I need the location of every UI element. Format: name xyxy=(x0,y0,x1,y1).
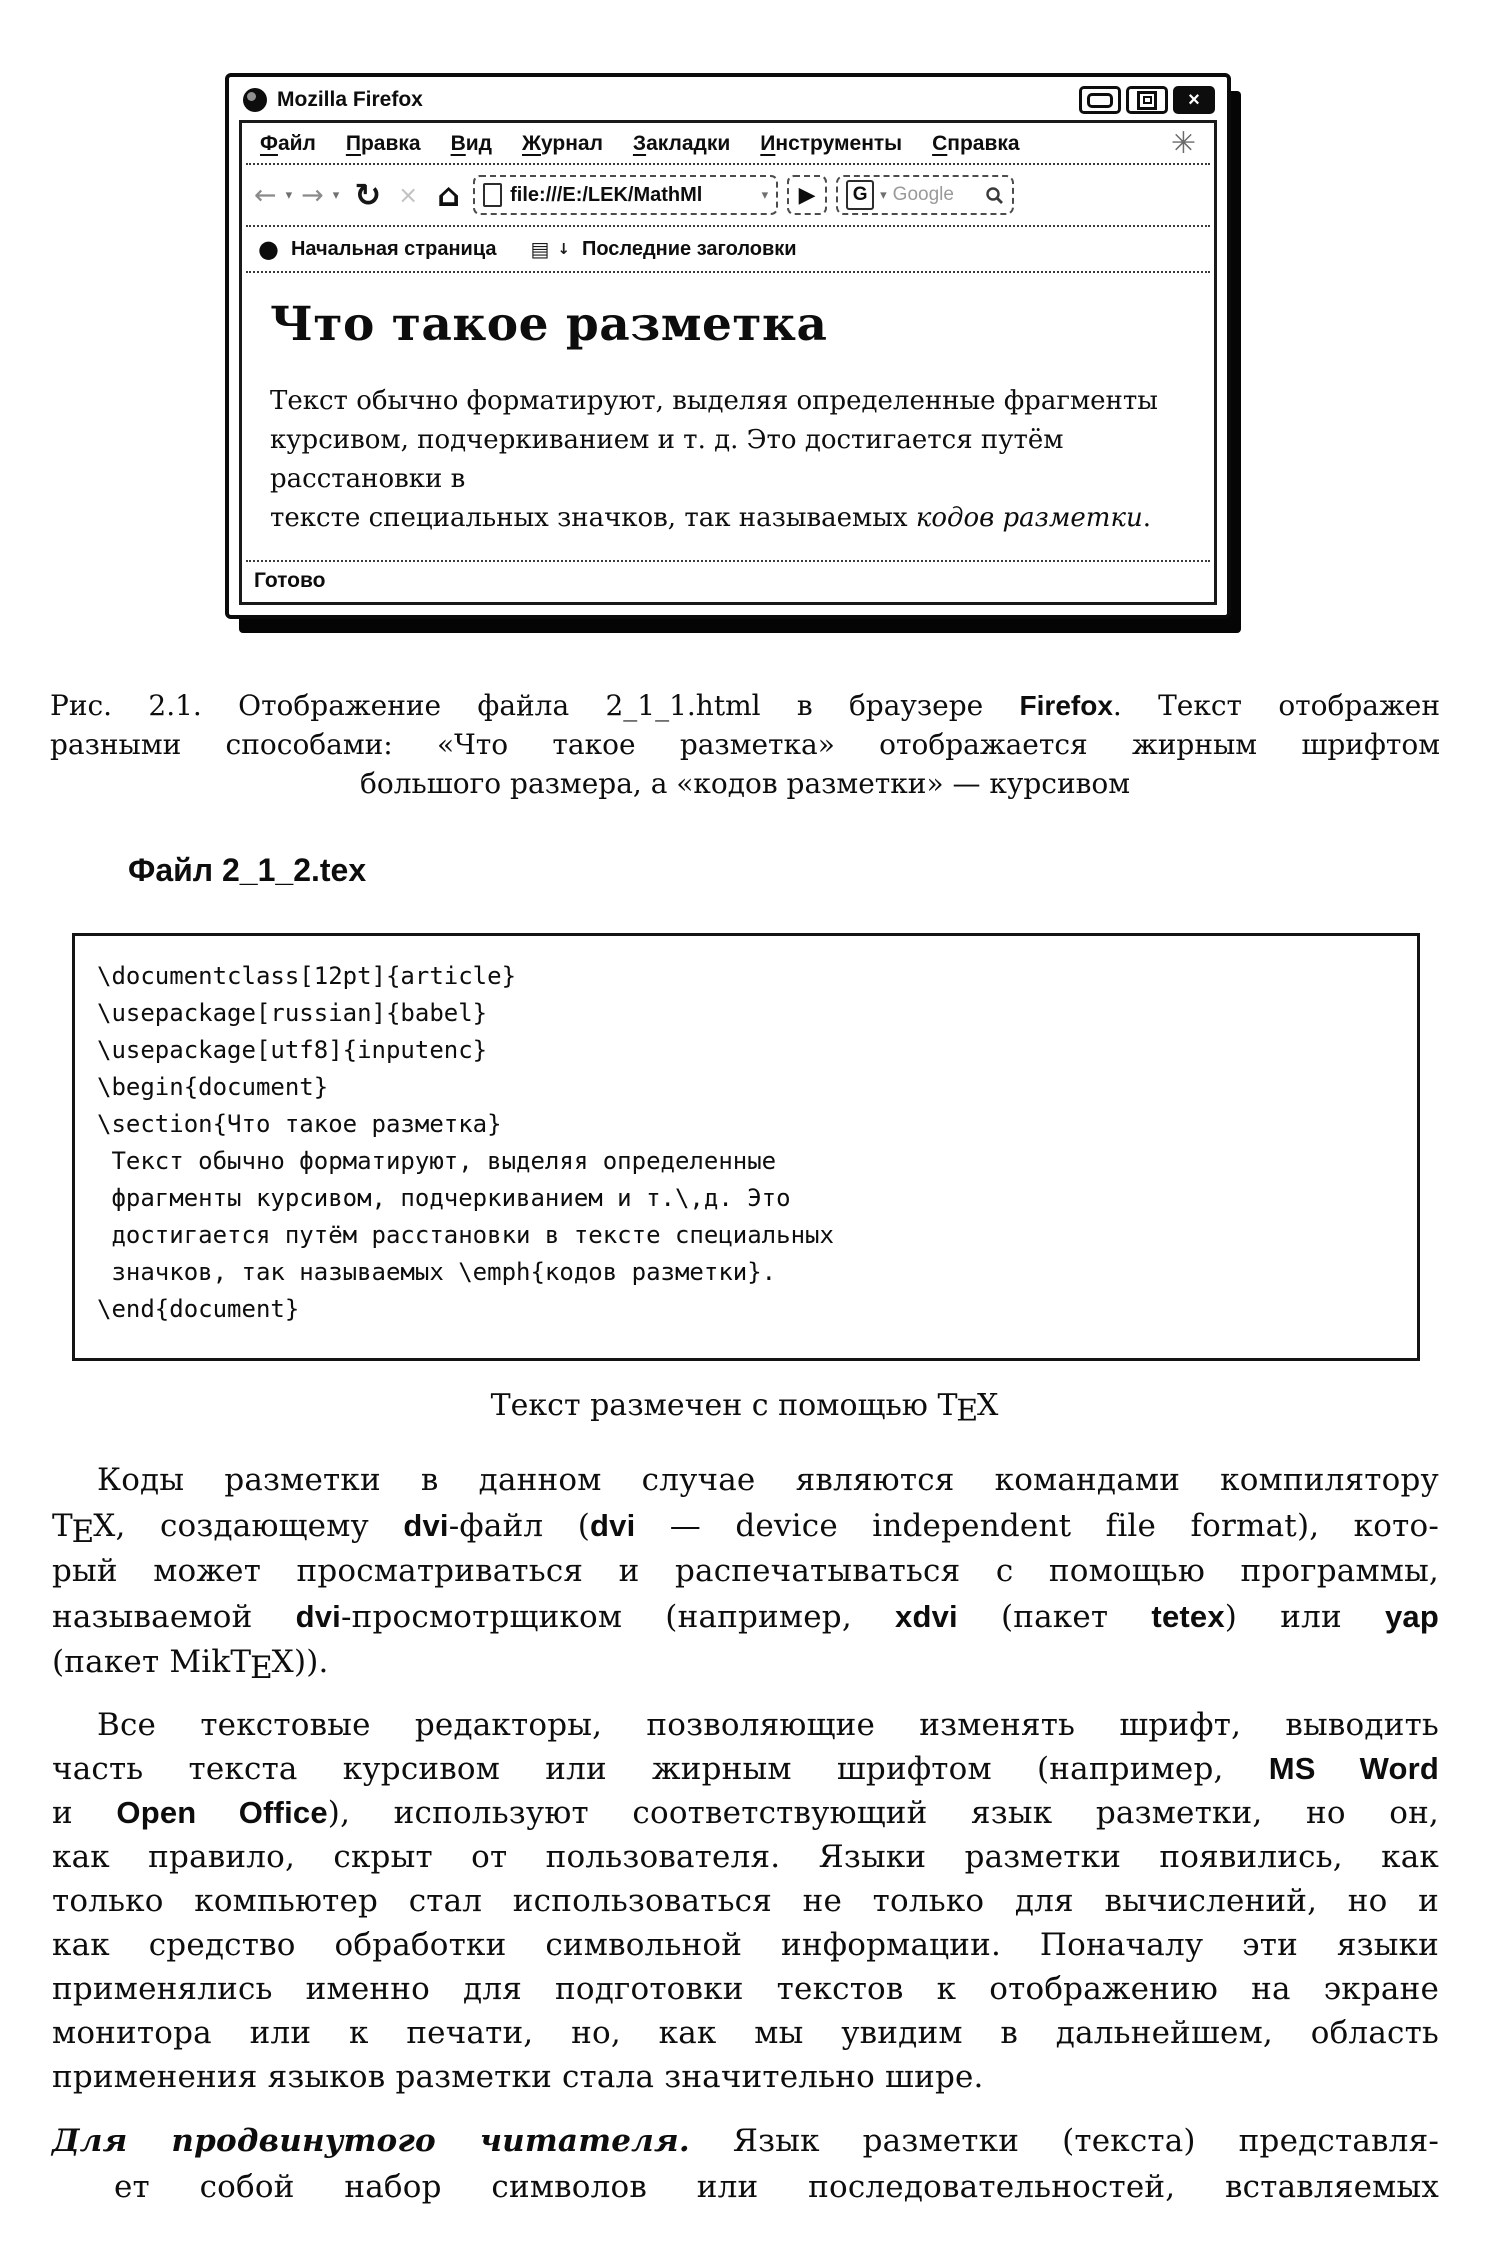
status-bar: Готово xyxy=(254,569,326,592)
menu-bookmarks[interactable]: Закладки xyxy=(632,132,731,155)
code-line: \documentclass[12pt]{article} xyxy=(97,962,517,990)
forward-dropdown-icon[interactable]: ▾ xyxy=(332,187,340,203)
page-text-line: курсивом, подчеркиванием и т. д. Это достигается путём расстановки в xyxy=(270,425,1064,494)
search-bar[interactable] xyxy=(836,175,1014,215)
menu-edit[interactable]: Правка xyxy=(345,132,421,155)
magnifier-icon xyxy=(985,186,1004,205)
code-line: \usepackage[utf8]{inputenc} xyxy=(97,1036,488,1064)
code-line: \begin{document} xyxy=(97,1073,329,1101)
code-line: фрагменты курсивом, подчеркиванием и т.\,д. Это xyxy=(97,1184,791,1212)
text-line: ет собой набор символов или последовательностей, вставляемых xyxy=(114,2169,1439,2205)
text-line: часть текста курсивом или жирным шрифтом (например, MS Word xyxy=(52,1751,1440,1787)
url-bar[interactable] xyxy=(473,175,778,215)
paragraph xyxy=(52,1458,1439,1685)
code-listing xyxy=(72,933,1420,1361)
google-engine-icon[interactable]: G xyxy=(846,180,874,210)
home-bookmark-icon: ● xyxy=(258,235,279,263)
file-heading: Файл 2_1_2.tex xyxy=(128,852,367,888)
window-title: Mozilla Firefox xyxy=(277,88,423,111)
menu-view[interactable]: Вид xyxy=(450,132,492,155)
minimize-button[interactable] xyxy=(1079,86,1121,114)
firefox-window xyxy=(225,73,1231,619)
navigation-toolbar xyxy=(242,165,1214,225)
text-line: как правило, скрыт от пользователя. Языки разметки появились, как xyxy=(52,1839,1439,1875)
menu-bar: Файл Правка Вид Журнал Закладки Инструменты Справка ✳ xyxy=(260,126,1196,161)
stop-button[interactable]: × xyxy=(398,181,419,209)
tex-logo: TEX xyxy=(937,1388,999,1429)
page-icon xyxy=(483,183,502,207)
maximize-icon xyxy=(1137,91,1157,110)
rss-arrow-icon: ↓ xyxy=(557,240,570,258)
search-input[interactable]: Google xyxy=(892,184,954,205)
bookmark-home-page[interactable]: Начальная страница xyxy=(290,237,497,260)
browser-client-area xyxy=(239,120,1217,605)
caption-line: большого размера, а «кодов разметки» — курсивом xyxy=(359,767,1131,800)
firefox-app-icon xyxy=(243,88,267,112)
back-dropdown-icon[interactable]: ▾ xyxy=(285,187,293,203)
page-text-line: Текст обычно форматируют, выделяя определенные фрагменты xyxy=(270,386,1158,416)
go-button[interactable]: ▶ xyxy=(787,175,827,215)
engine-dropdown-icon[interactable]: ▾ xyxy=(880,187,887,203)
menu-file[interactable]: Файл xyxy=(260,132,316,155)
text-line: Для продвинутого читателя. Язык разметки (текста) представля- xyxy=(52,2123,1439,2159)
text-line: применялись именно для подготовки текстов к отображению на экране xyxy=(52,1971,1439,2007)
text-line: и Open Office), используют соответствующий язык разметки, но он, xyxy=(52,1795,1439,1831)
forward-button[interactable]: → xyxy=(301,179,324,211)
url-text[interactable]: file:///E:/LEK/MathMl xyxy=(510,183,703,206)
page-title: Что такое разметка xyxy=(270,297,828,352)
text-line: применения языков разметки стала значительно шире. xyxy=(52,2059,984,2095)
menu-help[interactable]: Справка xyxy=(932,132,1020,155)
title-bar xyxy=(229,77,1227,120)
caption-line: разными способами: «Что такое разметка» отображается жирным шрифтом xyxy=(50,728,1440,761)
paragraph xyxy=(52,1703,1439,2099)
text-line: рый может просматриваться и распечатываться с помощью программы, xyxy=(52,1553,1439,1589)
bookmarks-toolbar xyxy=(242,227,1214,271)
text-line: как средство обработки символьной информации. Поначалу эти языки xyxy=(52,1927,1439,1963)
text-line: (пакет MikTEX)). xyxy=(52,1644,329,1686)
advanced-reader-lead: Для продвинутого читателя. xyxy=(52,2123,690,2159)
bookmark-latest-headlines[interactable]: Последние заголовки xyxy=(581,237,797,260)
text-line: Все текстовые редакторы, позволяющие изменять шрифт, выводить xyxy=(97,1707,1439,1743)
rss-icon: ▤ xyxy=(530,237,550,261)
caption-line: Рис. 2.1. Отображение файла 2_1_1.html в браузере Firefox. Текст отображен xyxy=(50,689,1440,722)
markup-codes-italic: кодов разметки xyxy=(915,503,1143,533)
window-controls xyxy=(1079,86,1215,114)
back-button[interactable]: ← xyxy=(254,179,277,211)
maximize-button[interactable] xyxy=(1126,86,1168,114)
paragraph xyxy=(52,2118,1439,2210)
figure-caption xyxy=(50,686,1440,803)
url-dropdown-icon[interactable]: ▾ xyxy=(761,187,769,203)
code-line: \section{Что такое разметка} xyxy=(97,1110,502,1138)
reload-button[interactable]: ↻ xyxy=(354,176,382,214)
tex-logo: TEX xyxy=(230,1644,294,1686)
code-line: \usepackage[russian]{babel} xyxy=(97,999,488,1027)
code-line: значков, так называемых \emph{кодов разметки}. xyxy=(97,1258,777,1286)
menu-history[interactable]: Журнал xyxy=(522,132,603,155)
page-text-line: тексте специальных значков, так называемых кодов разметки. xyxy=(270,503,1151,533)
code-line: \end{document} xyxy=(97,1295,300,1323)
code-line: достигается путём расстановки в тексте специальных xyxy=(97,1221,834,1249)
home-button[interactable]: ⌂ xyxy=(437,176,461,214)
listing-note: Текст размечен с помощью TEX xyxy=(490,1388,999,1429)
text-line: TEX, создающему dvi-файл (dvi — device independent file format), кото- xyxy=(52,1508,1439,1550)
text-line: Коды разметки в данном случае являются командами компилятору xyxy=(97,1462,1439,1498)
text-line: называемой dvi-просмотрщиком (например, xdvi (пакет tetex) или yap xyxy=(52,1599,1439,1635)
rendered-html-page xyxy=(242,273,1214,560)
menu-tools[interactable]: Инструменты xyxy=(760,132,903,155)
tex-logo: TEX xyxy=(52,1508,116,1550)
close-button[interactable]: × xyxy=(1173,86,1215,114)
text-line: монитора или к печати, но, как мы увидим в дальнейшем, область xyxy=(52,2015,1439,2051)
text-line: только компьютер стал использоваться не только для вычислений, но и xyxy=(52,1883,1439,1919)
minimize-icon xyxy=(1087,93,1113,108)
code-line: Текст обычно форматируют, выделяя определенные xyxy=(97,1147,777,1175)
